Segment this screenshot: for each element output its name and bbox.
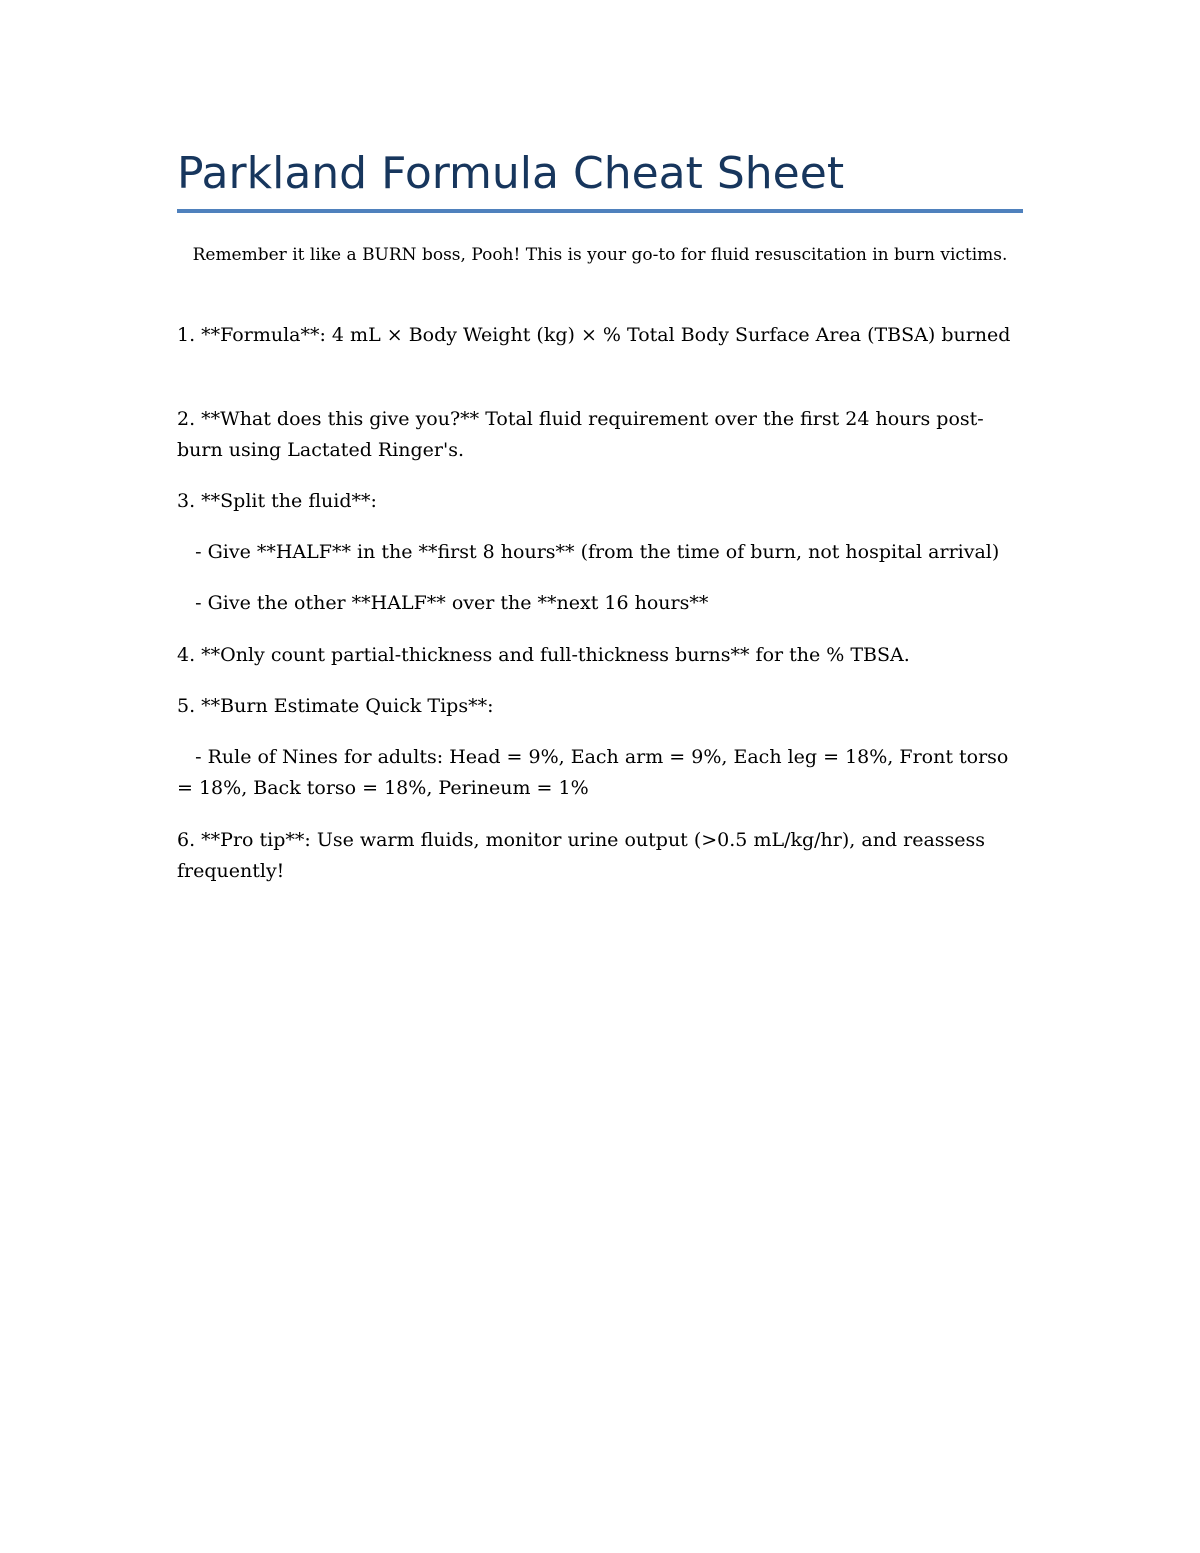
list-item-split: 3. **Split the fluid**: [177, 490, 377, 512]
document-title: Parkland Formula Cheat Sheet [177, 148, 845, 199]
document-subtitle: Remember it like a BURN boss, Pooh! This is your go-to for fluid resuscitation in burn victims. [192, 245, 1008, 265]
list-subitem-rule-of-nines: - Rule of Nines for adults: Head = 9%, Each arm = 9%, Each leg = 18%, Front torso = 18%, Back torso = 18%, Perineum = 1% [177, 746, 1015, 799]
list-item-formula: 1. **Formula**: 4 mL × Body Weight (kg) × % Total Body Surface Area (TBSA) burned [177, 324, 1011, 346]
list-subitem-second-half: - Give the other **HALF** over the **next 16 hours** [177, 592, 709, 614]
list-item-pro-tip: 6. **Pro tip**: Use warm fluids, monitor urine output (>0.5 mL/kg/hr), and reassess frequently! [177, 829, 986, 882]
list-item-tips: 5. **Burn Estimate Quick Tips**: [177, 695, 494, 717]
list-subitem-first-half: - Give **HALF** in the **first 8 hours** (from the time of burn, not hospital arrival) [177, 541, 1000, 563]
title-underline [177, 209, 1023, 213]
list-item-result: 2. **What does this give you?** Total fluid requirement over the first 24 hours post-burn using Lactated Ringer's. [177, 408, 984, 461]
list-item-count: 4. **Only count partial-thickness and full-thickness burns** for the % TBSA. [177, 644, 910, 666]
